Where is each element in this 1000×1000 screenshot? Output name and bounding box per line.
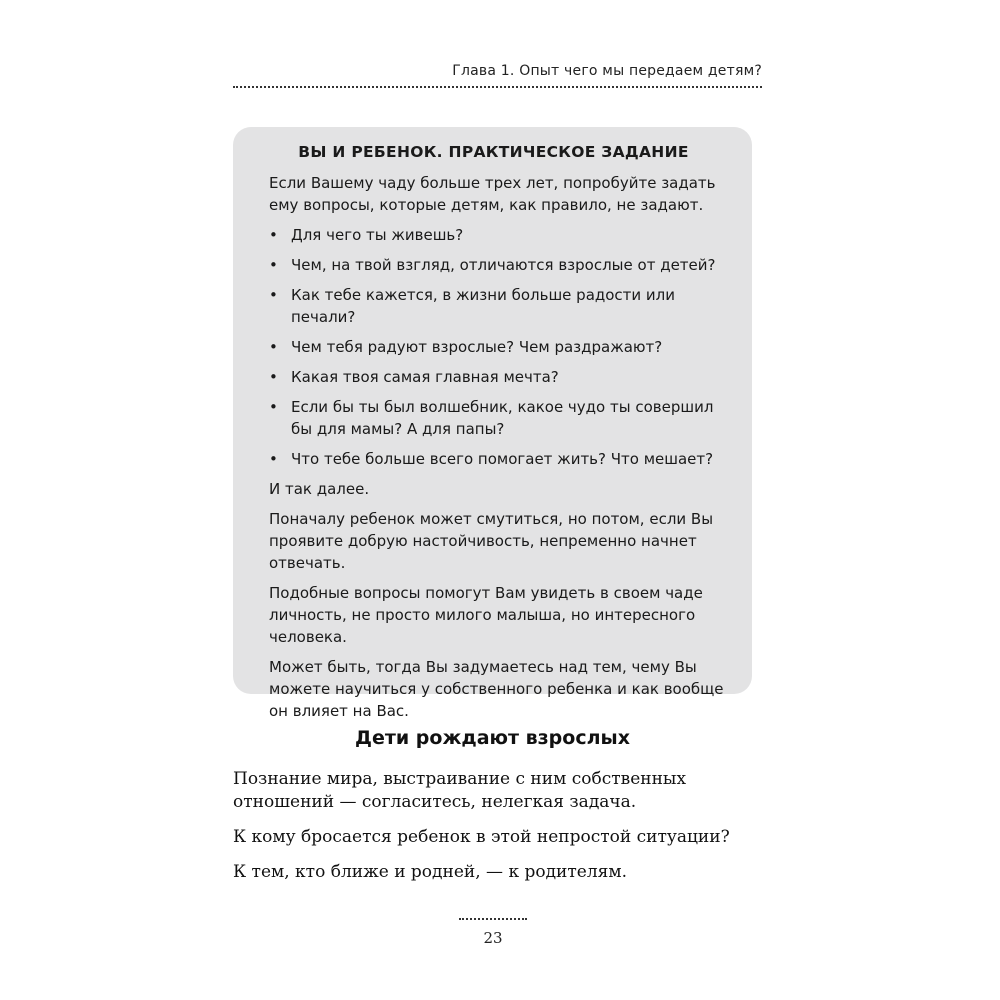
question-text: Что тебе больше всего помогает жить? Что мешает? bbox=[291, 450, 714, 468]
task-intro: Если Вашему чаду больше трех лет, попробуйте задать ему вопросы, которые детям, как правило, не задают. bbox=[269, 174, 716, 214]
task-paragraph: И так далее. bbox=[269, 480, 370, 498]
header-divider bbox=[233, 86, 762, 88]
body-paragraph: К кому бросается ребенок в этой непростой ситуации? bbox=[233, 827, 730, 847]
bullet-icon: • bbox=[269, 398, 278, 416]
question-text: Чем, на твой взгляд, отличаются взрослые от детей? bbox=[291, 256, 716, 274]
footer-divider bbox=[459, 918, 527, 920]
question-text: Для чего ты живешь? bbox=[291, 226, 464, 244]
task-paragraph: Подобные вопросы помогут Вам увидеть в своем чаде личность, не просто милого малыша, но интересного человека. bbox=[269, 584, 703, 646]
question-text: Как тебе кажется, в жизни больше радости или печали? bbox=[291, 286, 676, 326]
question-item bbox=[269, 366, 730, 388]
bullet-icon: • bbox=[269, 338, 278, 356]
question-item bbox=[269, 254, 730, 276]
question-text: Чем тебя радуют взрослые? Чем раздражают? bbox=[291, 338, 663, 356]
question-item bbox=[269, 396, 730, 440]
task-paragraph: Поначалу ребенок может смутиться, но потом, если Вы проявите добрую настойчивость, непременно начнет отвечать. bbox=[269, 510, 714, 572]
bullet-icon: • bbox=[269, 226, 278, 244]
question-list bbox=[269, 224, 730, 470]
body-text bbox=[233, 768, 762, 896]
question-item bbox=[269, 336, 730, 358]
task-paragraph: Может быть, тогда Вы задумаетесь над тем, чему Вы можете научиться у собственного ребенка и как вообще он влияет на Вас. bbox=[269, 658, 724, 720]
running-head: Глава 1. Опыт чего мы передаем детям? bbox=[452, 63, 762, 79]
question-text: Какая твоя самая главная мечта? bbox=[291, 368, 559, 386]
question-item bbox=[269, 224, 730, 246]
body-paragraph: К тем, кто ближе и родней, — к родителям. bbox=[233, 862, 628, 882]
bullet-icon: • bbox=[269, 450, 278, 468]
question-item bbox=[269, 284, 730, 328]
task-box-title: ВЫ И РЕБЕНОК. ПРАКТИЧЕСКОЕ ЗАДАНИЕ bbox=[298, 143, 689, 161]
question-item bbox=[269, 448, 730, 470]
practical-task-box bbox=[233, 127, 752, 720]
bullet-icon: • bbox=[269, 368, 278, 386]
page-number: 23 bbox=[483, 929, 503, 947]
bullet-icon: • bbox=[269, 286, 278, 304]
bullet-icon: • bbox=[269, 256, 278, 274]
question-text: Если бы ты был волшебник, какое чудо ты совершил бы для мамы? А для папы? bbox=[291, 398, 714, 438]
body-paragraph: Познание мира, выстраивание с ним собственных отношений — согласитесь, нелегкая задача. bbox=[233, 769, 687, 812]
section-heading: Дети рождают взрослых bbox=[355, 727, 630, 749]
